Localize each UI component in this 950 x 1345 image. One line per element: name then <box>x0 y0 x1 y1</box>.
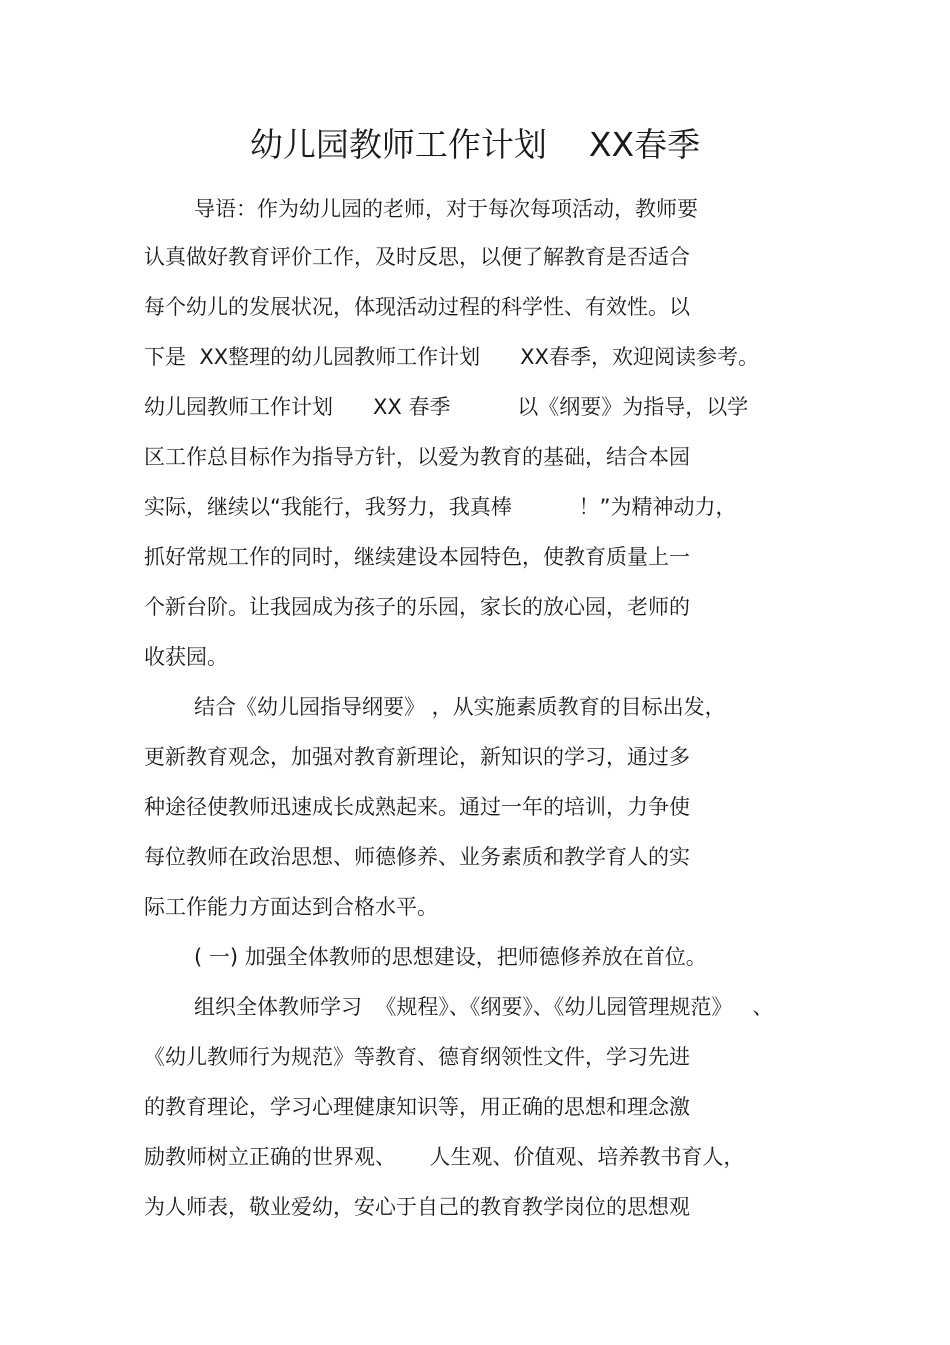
paragraph-line: 更新教育观念，加强对教育新理论，新知识的学习，通过多 <box>144 745 690 769</box>
paragraph-line: 每位教师在政治思想、师德修养、业务素质和教学育人的实 <box>144 845 690 869</box>
paragraph-line: 结合《幼儿园指导纲要》 ，从实施素质教育的目标出发， <box>194 695 726 719</box>
paragraph-line: 认真做好教育评价工作，及时反思，以便了解教育是否适合 <box>144 245 690 269</box>
paragraph-line: 际工作能力方面达到合格水平。 <box>144 895 438 919</box>
paragraph-line: 导语：作为幼儿园的老师，对于每次每项活动，教师要 <box>194 197 698 221</box>
paragraph-line: 区工作总目标作为指导方针，以爱为教育的基础，结合本园 <box>144 445 690 469</box>
document-title: 幼儿园教师工作计划 XX春季 <box>249 125 701 164</box>
paragraph-line: 励教师树立正确的世界观、 人生观、价值观、培养教书育人， <box>144 1145 745 1169</box>
paragraph-line: 抓好常规工作的同时，继续建设本园特色，使教育质量上一 <box>144 545 690 569</box>
paragraph-line: 种途径使教师迅速成长成熟起来。通过一年的培训，力争使 <box>144 795 690 819</box>
paragraph-line: 每个幼儿的发展状况，体现活动过程的科学性、有效性。以 <box>144 295 690 319</box>
paragraph-line: 组织全体教师学习 《规程》、《纲要》、《幼儿园管理规范》 、 <box>194 995 774 1019</box>
paragraph-line: 收获园。 <box>144 645 228 669</box>
paragraph-line: 实际，继续以“我能行，我努力，我真棒 ！”为精神动力， <box>144 495 737 519</box>
paragraph-line: 幼儿园教师工作计划 XX 春季 以《纲要》为指导，以学 <box>144 395 749 419</box>
paragraph-line: 的教育理论，学习心理健康知识等，用正确的思想和理念激 <box>144 1095 690 1119</box>
paragraph-line: 《幼儿教师行为规范》等教育、德育纲领性文件，学习先进 <box>144 1045 690 1069</box>
paragraph-line: 为人师表，敬业爱幼，安心于自己的教育教学岗位的思想观 <box>144 1195 690 1219</box>
paragraph-line: 个新台阶。让我园成为孩子的乐园，家长的放心园，老师的 <box>144 595 690 619</box>
section-heading: ( 一) 加强全体教师的思想建设，把师德修养放在首位。 <box>194 945 707 969</box>
paragraph-line: 下是 XX整理的幼儿园教师工作计划 XX春季，欢迎阅读参考。 <box>144 345 759 369</box>
